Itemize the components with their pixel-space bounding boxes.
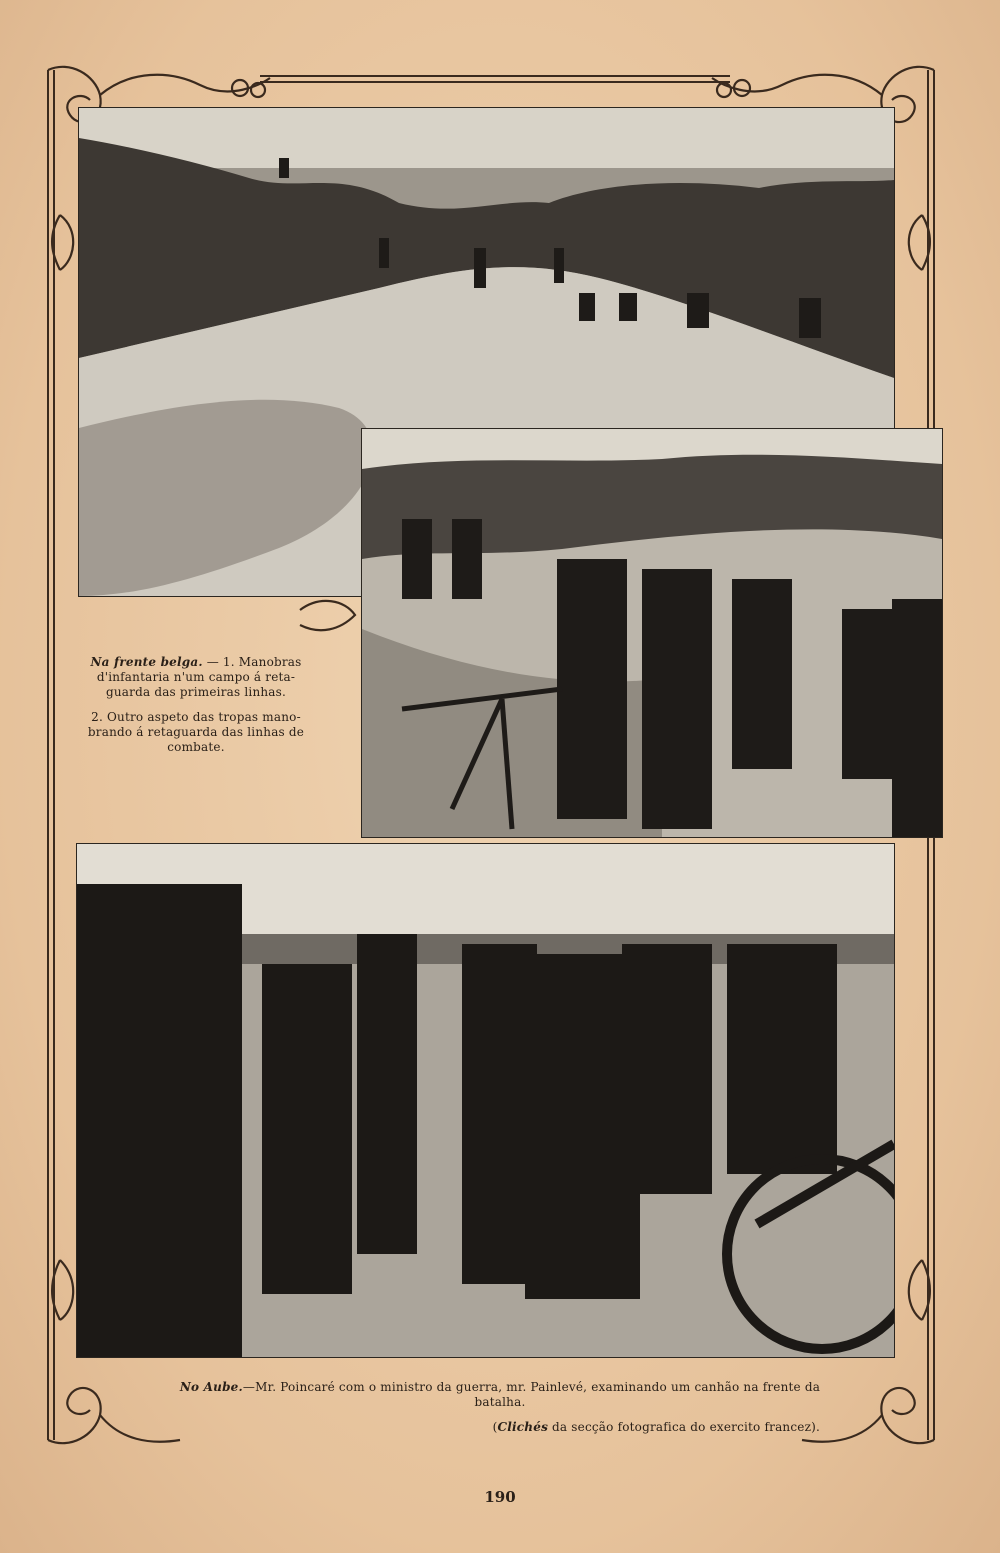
photo-troops-machine-gun [361,428,943,838]
photo-poincare-painleve [76,843,895,1358]
caption-belgian-text1: — 1. Manobras d'infantaria n'um campo á reta-guarda das primeiras linhas. [96,655,302,699]
caption-aube-lead: No Aube. [179,1380,243,1394]
caption-belgian-front [76,655,316,755]
credit-lead: Clichés [497,1420,549,1434]
photo-credit: (Clichés da secção fotografica do exercito francez). [492,1420,820,1434]
caption-aube [170,1380,830,1410]
page-number: 190 [484,1488,516,1506]
caption-aube-text: —Mr. Poincaré com o ministro da guerra, mr. Painlevé, examinando um canhão na frente da batalha. [242,1380,821,1409]
caption-belgian-lead: Na frente belga. [90,655,203,669]
credit-text: da secção fotografica do exercito francez). [548,1420,820,1434]
caption-belgian-text2: 2. Outro aspeto das tropas mano-brando á retaguarda das linhas de combate. [87,710,305,754]
